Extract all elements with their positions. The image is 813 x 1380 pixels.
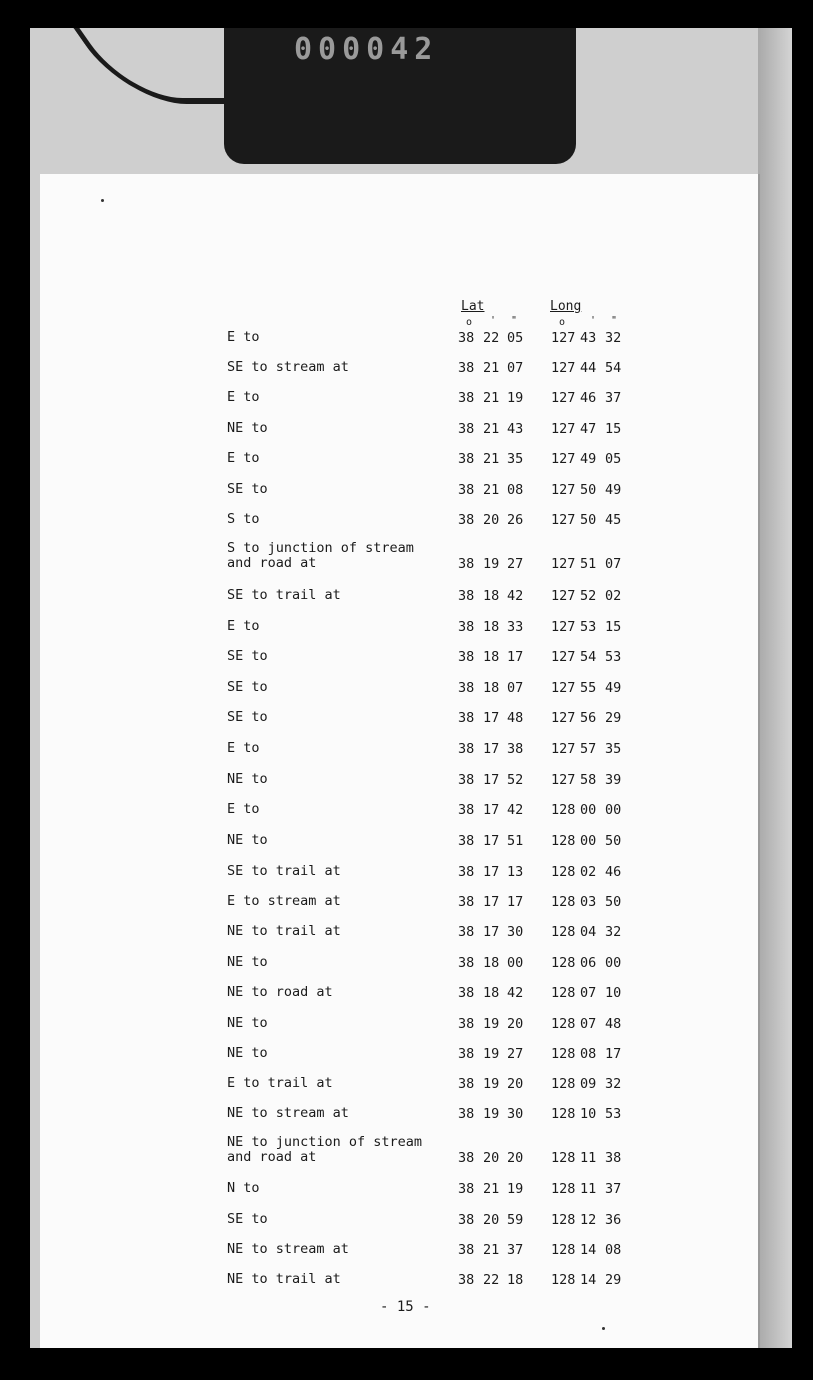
long-deg-cell: 128 (551, 1272, 576, 1288)
table-row (40, 540, 758, 590)
long-sec-cell: 29 (605, 1272, 622, 1288)
lat-sec-cell: 05 (507, 330, 524, 346)
long-deg-cell: 127 (551, 741, 576, 757)
long-sec-cell: 50 (605, 833, 622, 849)
lat-sec-cell: 52 (507, 772, 524, 788)
description-line: SE to trail at (227, 863, 341, 879)
lat-min-cell: 18 (483, 985, 500, 1001)
row-description (227, 894, 341, 909)
row-description (227, 1242, 349, 1257)
table-row (40, 1134, 758, 1184)
lat-deg-cell: 38 (458, 924, 475, 940)
table-row (40, 864, 758, 898)
row-description (227, 421, 268, 436)
lat-min-cell: 21 (483, 1181, 500, 1197)
lat-sec-cell: 37 (507, 1242, 524, 1258)
lat-sec-cell: 17 (507, 649, 524, 665)
description-line: N to (227, 1180, 260, 1196)
lat-sec-cell: 20 (507, 1150, 524, 1166)
long-sec-cell: 32 (605, 1076, 622, 1092)
row-description (227, 772, 268, 787)
long-min-cell: 08 (580, 1046, 597, 1062)
long-sec-cell: 10 (605, 985, 622, 1001)
long-sec-cell: 53 (605, 649, 622, 665)
lat-sec-cell: 08 (507, 482, 524, 498)
long-deg-cell: 127 (551, 482, 576, 498)
long-min-cell: 03 (580, 894, 597, 910)
long-sec-cell: 37 (605, 390, 622, 406)
long-sec-cell: 48 (605, 1016, 622, 1032)
description-line: SE to (227, 648, 268, 664)
lat-deg-cell: 38 (458, 1046, 475, 1062)
table-row (40, 802, 758, 836)
long-sec-cell: 15 (605, 421, 622, 437)
description-line: S to (227, 511, 260, 527)
table-row (40, 710, 758, 744)
lat-sec-cell: 17 (507, 894, 524, 910)
long-sec-cell: 07 (605, 556, 622, 572)
lat-min-cell: 20 (483, 1150, 500, 1166)
row-description (227, 512, 260, 527)
long-sec-cell: 39 (605, 772, 622, 788)
description-line: SE to (227, 709, 268, 725)
long-deg-cell: 128 (551, 894, 576, 910)
lat-min-cell: 17 (483, 864, 500, 880)
lat-deg-cell: 38 (458, 619, 475, 635)
long-deg-cell: 127 (551, 360, 576, 376)
lat-min-cell: 22 (483, 330, 500, 346)
row-description (227, 1016, 268, 1031)
row-description (227, 710, 268, 725)
lat-min-cell: 19 (483, 1046, 500, 1062)
table-row (40, 421, 758, 455)
description-line: SE to stream at (227, 359, 349, 375)
row-description (227, 619, 260, 634)
lat-sec-cell: 18 (507, 1272, 524, 1288)
long-min-cell: 57 (580, 741, 597, 757)
lat-min-cell: 17 (483, 894, 500, 910)
long-deg-cell: 127 (551, 649, 576, 665)
scan-speck (101, 199, 104, 202)
long-min-cell: 07 (580, 985, 597, 1001)
row-description (227, 541, 414, 571)
lat-deg-cell: 38 (458, 1076, 475, 1092)
long-min-cell: 46 (580, 390, 597, 406)
long-min-cell: 06 (580, 955, 597, 971)
row-description (227, 955, 268, 970)
description-line: NE to stream at (227, 1241, 349, 1257)
long-min-cell: 10 (580, 1106, 597, 1122)
row-description (227, 390, 260, 405)
document-page (40, 174, 758, 1348)
lat-sec-cell: 38 (507, 741, 524, 757)
lat-min-cell: 17 (483, 802, 500, 818)
table-row (40, 741, 758, 775)
row-description (227, 1212, 268, 1227)
long-sec-cell: 49 (605, 482, 622, 498)
description-line: E to (227, 618, 260, 634)
description-line: NE to junction of stream (227, 1134, 423, 1150)
lat-sec-cell: 43 (507, 421, 524, 437)
table-row (40, 1181, 758, 1215)
lat-sec-cell: 33 (507, 619, 524, 635)
lat-sec-cell: 59 (507, 1212, 524, 1228)
table-row (40, 451, 758, 485)
long-sec-cell: 37 (605, 1181, 622, 1197)
description-line: and road at (227, 1149, 317, 1165)
lat-deg-cell: 38 (458, 1181, 475, 1197)
lat-min-cell: 17 (483, 772, 500, 788)
long-deg-cell: 128 (551, 924, 576, 940)
long-min-cell: 54 (580, 649, 597, 665)
lat-sec-cell: 13 (507, 864, 524, 880)
lat-sec-cell: 51 (507, 833, 524, 849)
description-line: NE to (227, 1015, 268, 1031)
lat-min-cell: 17 (483, 924, 500, 940)
long-min-cell: 04 (580, 924, 597, 940)
table-row (40, 360, 758, 394)
long-min-cell: 07 (580, 1016, 597, 1032)
description-line: NE to (227, 420, 268, 436)
long-deg-cell: 128 (551, 1181, 576, 1197)
lat-min-cell: 18 (483, 588, 500, 604)
lat-sec-cell: 00 (507, 955, 524, 971)
description-line: E to trail at (227, 1075, 333, 1091)
lat-sec-cell: 30 (507, 1106, 524, 1122)
lat-second-unit: " (511, 315, 518, 326)
long-header: Long (550, 299, 582, 314)
row-description (227, 864, 341, 879)
lat-deg-cell: 38 (458, 1212, 475, 1228)
long-sec-cell: 05 (605, 451, 622, 467)
long-min-cell: 47 (580, 421, 597, 437)
description-line: S to junction of stream (227, 540, 414, 556)
lat-degree-unit: o (466, 317, 473, 328)
lat-min-cell: 17 (483, 741, 500, 757)
table-row (40, 1076, 758, 1110)
lat-min-cell: 18 (483, 680, 500, 696)
description-line: SE to (227, 481, 268, 497)
table-row (40, 680, 758, 714)
long-sec-cell: 00 (605, 802, 622, 818)
lat-min-cell: 20 (483, 512, 500, 528)
lat-header: Lat (461, 299, 485, 314)
long-sec-cell: 15 (605, 619, 622, 635)
long-deg-cell: 128 (551, 1212, 576, 1228)
description-line: and road at (227, 555, 317, 571)
lat-min-cell: 21 (483, 451, 500, 467)
table-row (40, 833, 758, 867)
table-row (40, 955, 758, 989)
long-deg-cell: 128 (551, 1076, 576, 1092)
long-deg-cell: 127 (551, 588, 576, 604)
lat-deg-cell: 38 (458, 680, 475, 696)
long-sec-cell: 32 (605, 330, 622, 346)
lat-minute-unit: ' (490, 315, 497, 326)
lat-min-cell: 21 (483, 421, 500, 437)
row-description (227, 680, 268, 695)
lat-min-cell: 21 (483, 360, 500, 376)
long-sec-cell: 17 (605, 1046, 622, 1062)
row-description (227, 985, 333, 1000)
lat-deg-cell: 38 (458, 451, 475, 467)
description-line: E to (227, 740, 260, 756)
lat-sec-cell: 42 (507, 985, 524, 1001)
lat-sec-cell: 20 (507, 1076, 524, 1092)
lat-sec-cell: 19 (507, 390, 524, 406)
lat-deg-cell: 38 (458, 985, 475, 1001)
lat-sec-cell: 07 (507, 360, 524, 376)
long-min-cell: 56 (580, 710, 597, 726)
long-min-cell: 53 (580, 619, 597, 635)
description-line: NE to (227, 771, 268, 787)
long-sec-cell: 45 (605, 512, 622, 528)
table-row (40, 588, 758, 622)
table-row (40, 1212, 758, 1246)
lat-deg-cell: 38 (458, 802, 475, 818)
long-sec-cell: 08 (605, 1242, 622, 1258)
long-minute-unit: ' (590, 315, 597, 326)
long-sec-cell: 54 (605, 360, 622, 376)
lat-deg-cell: 38 (458, 1106, 475, 1122)
description-line: NE to (227, 832, 268, 848)
lat-min-cell: 19 (483, 556, 500, 572)
long-deg-cell: 128 (551, 1242, 576, 1258)
table-row (40, 649, 758, 683)
long-min-cell: 49 (580, 451, 597, 467)
lat-deg-cell: 38 (458, 1016, 475, 1032)
lat-sec-cell: 27 (507, 1046, 524, 1062)
lat-deg-cell: 38 (458, 833, 475, 849)
long-min-cell: 12 (580, 1212, 597, 1228)
long-min-cell: 52 (580, 588, 597, 604)
long-min-cell: 43 (580, 330, 597, 346)
scan-speck (602, 1327, 605, 1330)
long-deg-cell: 128 (551, 864, 576, 880)
table-row (40, 894, 758, 928)
frame-counter-device (224, 28, 576, 164)
row-description (227, 1046, 268, 1061)
long-deg-cell: 127 (551, 710, 576, 726)
lat-min-cell: 17 (483, 710, 500, 726)
description-line: SE to (227, 1211, 268, 1227)
description-line: E to stream at (227, 893, 341, 909)
page-number: - 15 - (380, 1299, 431, 1315)
row-description (227, 482, 268, 497)
long-min-cell: 44 (580, 360, 597, 376)
description-line: E to (227, 450, 260, 466)
long-sec-cell: 02 (605, 588, 622, 604)
lat-min-cell: 21 (483, 390, 500, 406)
long-deg-cell: 127 (551, 451, 576, 467)
long-deg-cell: 127 (551, 619, 576, 635)
long-deg-cell: 128 (551, 955, 576, 971)
lat-deg-cell: 38 (458, 421, 475, 437)
long-min-cell: 50 (580, 512, 597, 528)
lat-sec-cell: 19 (507, 1181, 524, 1197)
long-min-cell: 09 (580, 1076, 597, 1092)
long-second-unit: " (611, 315, 618, 326)
lat-deg-cell: 38 (458, 710, 475, 726)
long-min-cell: 02 (580, 864, 597, 880)
lat-min-cell: 18 (483, 619, 500, 635)
long-min-cell: 00 (580, 802, 597, 818)
lat-deg-cell: 38 (458, 512, 475, 528)
long-min-cell: 58 (580, 772, 597, 788)
long-sec-cell: 35 (605, 741, 622, 757)
table-row (40, 985, 758, 1019)
long-deg-cell: 128 (551, 1046, 576, 1062)
lat-deg-cell: 38 (458, 588, 475, 604)
long-deg-cell: 127 (551, 772, 576, 788)
long-deg-cell: 128 (551, 1106, 576, 1122)
lat-deg-cell: 38 (458, 955, 475, 971)
frame-counter-digits: 000042 (294, 32, 439, 67)
long-sec-cell: 50 (605, 894, 622, 910)
lat-min-cell: 17 (483, 833, 500, 849)
table-row (40, 482, 758, 516)
row-description (227, 1076, 333, 1091)
table-row (40, 924, 758, 958)
row-description (227, 1135, 422, 1165)
table-row (40, 1016, 758, 1050)
long-sec-cell: 00 (605, 955, 622, 971)
lat-sec-cell: 20 (507, 1016, 524, 1032)
lat-deg-cell: 38 (458, 556, 475, 572)
lat-deg-cell: 38 (458, 1150, 475, 1166)
lat-min-cell: 19 (483, 1106, 500, 1122)
description-line: E to (227, 389, 260, 405)
lat-sec-cell: 42 (507, 802, 524, 818)
long-deg-cell: 128 (551, 833, 576, 849)
long-sec-cell: 29 (605, 710, 622, 726)
description-line: NE to trail at (227, 1271, 341, 1287)
lat-min-cell: 20 (483, 1212, 500, 1228)
long-deg-cell: 128 (551, 1016, 576, 1032)
row-description (227, 1106, 349, 1121)
lat-deg-cell: 38 (458, 772, 475, 788)
table-row (40, 1046, 758, 1080)
long-min-cell: 50 (580, 482, 597, 498)
row-description (227, 451, 260, 466)
long-deg-cell: 127 (551, 512, 576, 528)
lat-sec-cell: 48 (507, 710, 524, 726)
long-deg-cell: 127 (551, 680, 576, 696)
long-deg-cell: 127 (551, 556, 576, 572)
long-sec-cell: 36 (605, 1212, 622, 1228)
table-row (40, 390, 758, 424)
lat-sec-cell: 35 (507, 451, 524, 467)
lat-deg-cell: 38 (458, 894, 475, 910)
description-line: NE to stream at (227, 1105, 349, 1121)
lat-min-cell: 18 (483, 649, 500, 665)
lat-deg-cell: 38 (458, 649, 475, 665)
row-description (227, 833, 268, 848)
long-min-cell: 11 (580, 1181, 597, 1197)
row-description (227, 330, 260, 345)
description-line: NE to trail at (227, 923, 341, 939)
lat-deg-cell: 38 (458, 864, 475, 880)
long-deg-cell: 128 (551, 802, 576, 818)
page-edge-strip (758, 28, 792, 1348)
lat-deg-cell: 38 (458, 1272, 475, 1288)
lat-deg-cell: 38 (458, 360, 475, 376)
long-degree-unit: o (559, 317, 566, 328)
long-sec-cell: 32 (605, 924, 622, 940)
row-description (227, 588, 341, 603)
lat-sec-cell: 30 (507, 924, 524, 940)
row-description (227, 649, 268, 664)
long-sec-cell: 38 (605, 1150, 622, 1166)
table-row (40, 330, 758, 364)
row-description (227, 802, 260, 817)
table-row (40, 772, 758, 806)
row-description (227, 924, 341, 939)
description-line: E to (227, 329, 260, 345)
description-line: NE to (227, 954, 268, 970)
long-min-cell: 14 (580, 1242, 597, 1258)
lat-min-cell: 19 (483, 1016, 500, 1032)
long-deg-cell: 128 (551, 985, 576, 1001)
long-min-cell: 11 (580, 1150, 597, 1166)
description-line: E to (227, 801, 260, 817)
long-sec-cell: 46 (605, 864, 622, 880)
long-deg-cell: 127 (551, 330, 576, 346)
long-deg-cell: 127 (551, 390, 576, 406)
long-min-cell: 00 (580, 833, 597, 849)
description-line: SE to (227, 679, 268, 695)
lat-sec-cell: 26 (507, 512, 524, 528)
lat-sec-cell: 07 (507, 680, 524, 696)
description-line: NE to road at (227, 984, 333, 1000)
long-deg-cell: 128 (551, 1150, 576, 1166)
long-min-cell: 14 (580, 1272, 597, 1288)
lat-deg-cell: 38 (458, 1242, 475, 1258)
table-row (40, 1242, 758, 1276)
lat-min-cell: 21 (483, 482, 500, 498)
row-description (227, 1181, 260, 1196)
lat-deg-cell: 38 (458, 482, 475, 498)
lat-min-cell: 18 (483, 955, 500, 971)
row-description (227, 741, 260, 756)
long-deg-cell: 127 (551, 421, 576, 437)
lat-deg-cell: 38 (458, 741, 475, 757)
lat-min-cell: 22 (483, 1272, 500, 1288)
long-sec-cell: 49 (605, 680, 622, 696)
lat-sec-cell: 27 (507, 556, 524, 572)
lat-min-cell: 21 (483, 1242, 500, 1258)
lat-min-cell: 19 (483, 1076, 500, 1092)
row-description (227, 1272, 341, 1287)
table-row (40, 619, 758, 653)
lat-deg-cell: 38 (458, 330, 475, 346)
description-line: SE to trail at (227, 587, 341, 603)
long-min-cell: 55 (580, 680, 597, 696)
lat-sec-cell: 42 (507, 588, 524, 604)
long-min-cell: 51 (580, 556, 597, 572)
description-line: NE to (227, 1045, 268, 1061)
long-sec-cell: 53 (605, 1106, 622, 1122)
lat-deg-cell: 38 (458, 390, 475, 406)
row-description (227, 360, 349, 375)
